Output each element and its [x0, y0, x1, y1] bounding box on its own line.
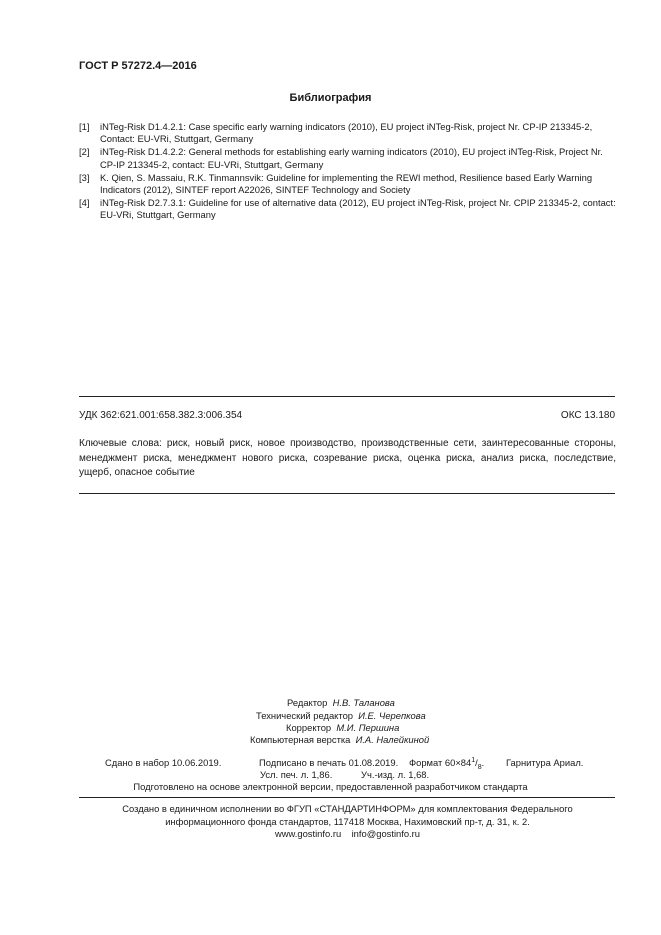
editor-label: Редактор [287, 697, 328, 708]
format-slash: / [475, 757, 478, 769]
pub-sheets: Уч.-изд. л. 1,68. [361, 769, 430, 780]
entry-text: iNTeg-Risk D1.4.2.1: Case specific early warning indicators (2010), EU project iNTeg-Risk, project Nr. CP-IP 213345-2, Contact: EU-VRi, Stuttgart, Germany [100, 121, 593, 145]
keywords-paragraph [79, 437, 616, 481]
entry-number: [2] [79, 146, 90, 158]
submitted-date: Сдано в набор 10.06.2019. [105, 757, 222, 768]
corrector-name: М.И. Першина [336, 722, 400, 733]
bibliography-entry [79, 172, 619, 196]
entry-number: [4] [79, 197, 90, 209]
website-link[interactable]: www.gostinfo.ru [274, 828, 342, 840]
font-info: Гарнитура Ариал. [506, 757, 584, 768]
layout-row [250, 734, 429, 745]
oks-code: ОКС 13.180 [560, 410, 615, 421]
print-sheets: Усл. печ. л. 1,86. [260, 769, 333, 780]
format-sup: 1 [471, 757, 476, 764]
layout-label: Компьютерная верстка [250, 734, 351, 745]
format-suffix: . [481, 757, 485, 769]
document-header: ГОСТ Р 57272.4—2016 [79, 60, 197, 72]
footer-line-1: Создано в единичном исполнении во ФГУП «СТАНДАРТИНФОРМ» для комплектования Федерального [122, 803, 573, 814]
divider-top [79, 396, 615, 397]
bibliography-entry [79, 121, 619, 145]
corrector-label: Корректор [286, 722, 332, 733]
bibliography-list [79, 121, 619, 223]
format-sub: 8 [477, 764, 482, 771]
email-link[interactable]: info@gostinfo.ru [351, 828, 421, 840]
signed-date: Подписано в печать 01.08.2019. [259, 757, 399, 768]
bibliography-title: Библиография [289, 92, 372, 104]
bibliography-entry [79, 197, 619, 221]
divider-bottom [79, 797, 615, 798]
udk-code: УДК 362:621.001:658.382.3:006.354 [79, 410, 243, 421]
footer-line-2: информационного фонда стандартов, 117418 Москва, Нахимовский пр-т, д. 31, к. 2. [165, 815, 530, 827]
publisher-footer [79, 803, 616, 841]
tech-editor-name: И.Е. Черепкова [358, 710, 426, 721]
tech-editor-label: Технический редактор [256, 710, 354, 721]
entry-text: K. Qien, S. Massaiu, R.K. Tinmannsvik: Guideline for implementing the REWI method, Resilience based Early Warning Indicators (2012), SINTEF report A22026, SINTEF Technology and Society [100, 171, 593, 196]
entry-number: [1] [79, 121, 90, 132]
editor-row [287, 697, 395, 708]
format-text: Формат 60×84 [409, 757, 472, 769]
editor-name: Н.В. Таланова [332, 697, 395, 708]
layout-name: И.А. Налейкиной [355, 734, 430, 745]
entry-number: [3] [79, 171, 90, 183]
corrector-row [286, 722, 399, 733]
footer-contacts [79, 828, 616, 841]
entry-text: iNTeg-Risk D1.4.2.2: General methods for establishing early warning indicators (2010), EU project iNTeg-Risk, Project Nr. CP-IP 213345-2, contact: EU-VRi, Stuttgart, Germany [100, 146, 603, 170]
keywords-label: Ключевые слова: [79, 438, 162, 449]
divider-middle [79, 493, 615, 494]
bibliography-entry [79, 146, 619, 170]
keywords-text: риск, новый риск, новое производство, производственные сети, заинтересованные стороны, менеджмент риска, менеджмент нового риска, созревание риска, оценка риска, анализ риска, последствие, ущерб, опасное событие [79, 438, 617, 479]
tech-editor-row [256, 710, 426, 721]
entry-text: iNTeg-Risk D2.7.3.1: Guideline for use of alternative data (2012), EU project iNTeg-Risk, project Nr. CPIP 213345-2, contact: EU-VRi, Stuttgart, Germany [100, 197, 616, 221]
prepared-note: Подготовлено на основе электронной версии, предоставленной разработчиком стандарта [133, 781, 528, 792]
